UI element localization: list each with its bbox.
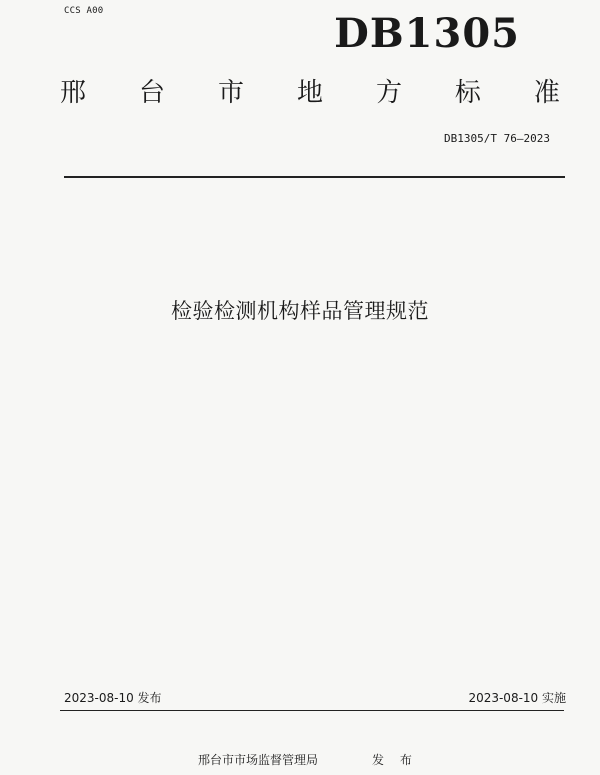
issuer-action: 发 布	[372, 753, 418, 767]
standard-type-char: 市	[217, 78, 244, 108]
issuer-name: 邢台市市场监督管理局	[198, 753, 319, 767]
standard-type-char: 地	[296, 78, 323, 108]
standard-type-char: 方	[375, 78, 402, 108]
document-title: 检验检测机构样品管理规范	[171, 299, 429, 323]
footer-divider	[60, 710, 564, 711]
standard-type-char: 标	[454, 78, 481, 108]
standard-type-char: 邢	[60, 78, 87, 108]
header-divider	[64, 176, 565, 178]
standard-type-title	[60, 80, 560, 106]
standard-type-char: 台	[138, 78, 165, 108]
ccs-code: CCS A00	[64, 6, 104, 16]
implement-date: 2023-08-10 实施	[468, 691, 566, 705]
standard-type-char: 准	[533, 78, 560, 108]
standard-number: DB1305/T 76—2023	[444, 132, 550, 145]
standard-code-logo: DB1305	[334, 10, 520, 57]
publish-date: 2023-08-10 发布	[64, 691, 162, 705]
